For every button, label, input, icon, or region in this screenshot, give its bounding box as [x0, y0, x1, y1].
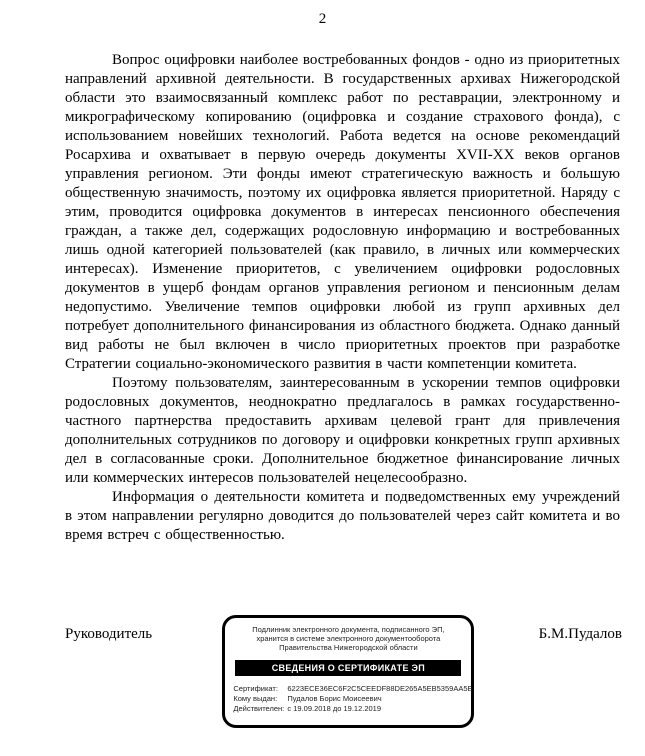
certificate-validity-row [233, 704, 463, 714]
certificate-number-row [233, 684, 473, 694]
certificate-fields [233, 684, 473, 714]
certificate-validity-value: с 19.09.2018 до 19.12.2019 [287, 704, 382, 713]
stamp-header-line-1: Подлинник электронного документа, подписанного ЭП, [252, 625, 445, 634]
electronic-signature-stamp [222, 615, 474, 728]
certificate-owner-value: Пудалов Борис Моисеевич [287, 694, 382, 703]
signer-name: Б.М.Пудалов [538, 626, 622, 642]
stamp-header-line-2: хранится в системе электронного документооборота [256, 634, 441, 643]
document-body [65, 51, 620, 545]
certificate-validity-label: Действителен: [233, 704, 285, 713]
paragraph-public-information: Информация о деятельности комитета и подведомственных ему учреждений в этом направлении регулярно доводится до пользователей через сайт комитета и во время встреч с общественностью. [65, 489, 620, 543]
page-number: 2 [318, 11, 327, 27]
certificate-owner-label: Кому выдан: [233, 694, 278, 703]
paragraph-grant-proposal: Поэтому пользователям, заинтересованным в ускорении темпов оцифровки родословных документов, неоднократно предлагалось в рамках государственно-частного партнерства предоставить архивам целевой грант для привлечения дополнительных сотрудников по договору и оцифровки конкретных групп архивных дел в согласованные сроки. Дополнительное бюджетное финансирование личных или коммерческих интересов пользователей нецелесообразно. [65, 375, 620, 486]
certificate-owner-row [233, 694, 463, 704]
paragraph-digitization-priorities: Вопрос оцифровки наиболее востребованных фондов - одно из приоритетных направлений архивной деятельности. В государственных архивах Нижегородской области это взаимосвязанный комплекс работ по реставрации, электронному и микрографическому копированию (оцифровка и создание страхового фонда), с использованием новейших технологий. Работа ведется на основе рекомендаций Росархива и охватывает в первую очередь документы XVII-XX веков органов управления регионом. Эти фонды имеют стратегическую важность и большую общественную значимость, поэтому их оцифровка является приоритетной. Наряду с этим, проводится оцифровка документов в интересах пенсионного обеспечения граждан, а также дел, содержащих родословную информацию и востребованных лишь одной категорией пользователей (как правило, в личных или коммерческих интересах). Изменение приоритетов, с увеличением оцифровки родословных документов в ущерб фондам органов управления регионом и пенсионным делам недопустимо. Увеличение темпов оцифровки любой из групп архивных дел потребует дополнительного финансирования из областного бюджета. Однако данный вид работы не был включен в число приоритетных проектов при разработке Стратегии социально-экономического развития в части компетенции комитета. [65, 52, 620, 372]
signer-position-label: Руководитель [65, 626, 153, 642]
stamp-header-line-3: Правительства Нижегородской области [279, 643, 418, 652]
stamp-header [233, 625, 463, 652]
certificate-number-value: 6223ECE36EC6F2C5CEEDF88DE265A5EB5359AA5E [287, 684, 473, 693]
certificate-info-band: СВЕДЕНИЯ О СЕРТИФИКАТЕ ЭП [235, 660, 461, 676]
certificate-number-label: Сертификат: [233, 684, 278, 693]
signature-block [65, 615, 622, 728]
